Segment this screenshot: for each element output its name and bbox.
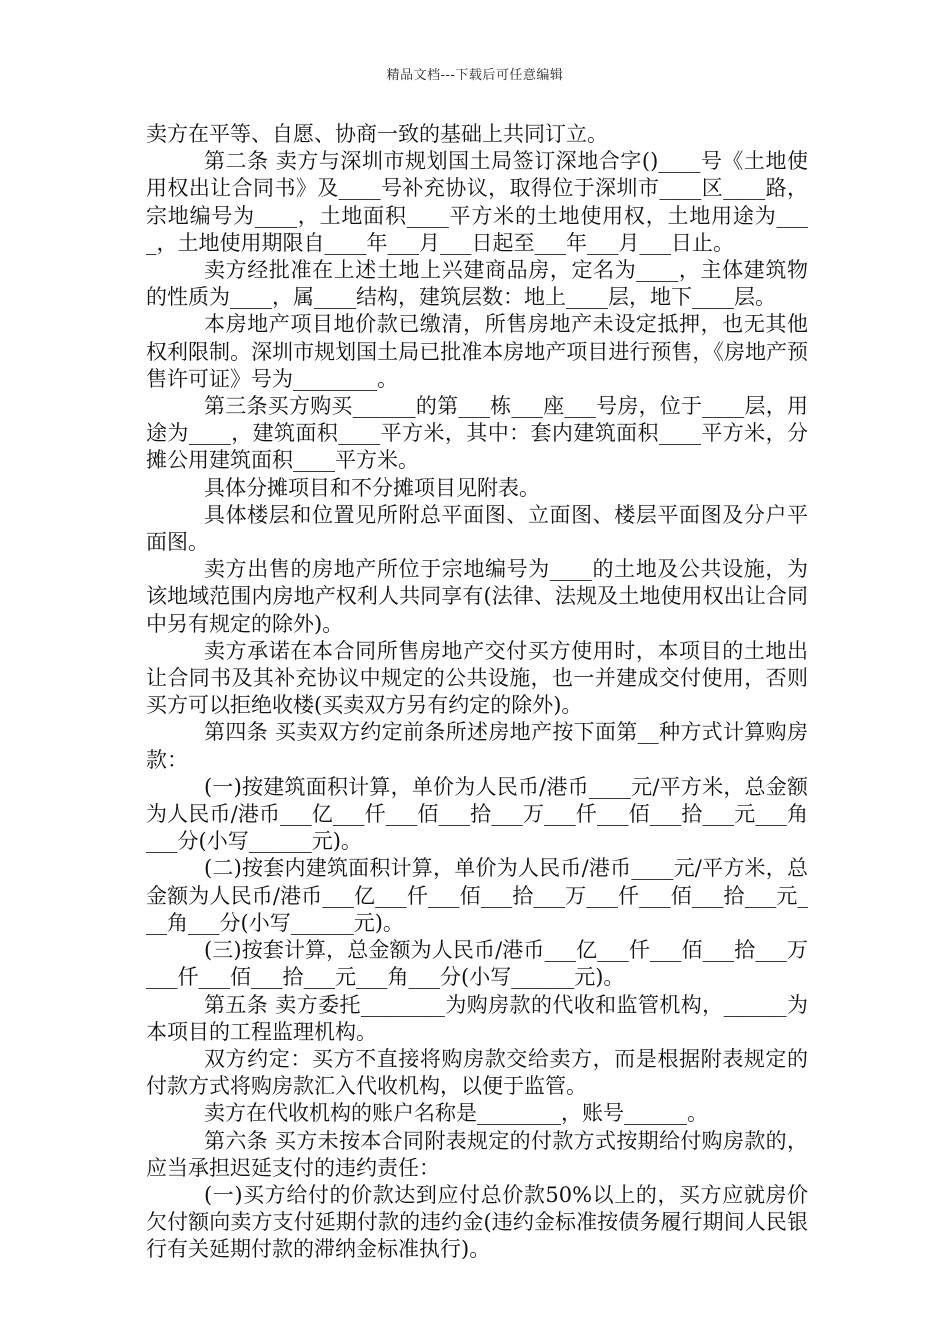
paragraph-article-5: 第五条 卖方委托________为购房款的代收和监管机构，______为本项目的工程监理机构。	[146, 992, 808, 1044]
paragraph-seller-commitment: 卖方承诺在本合同所售房地产交付买方使用时，本项目的土地出让合同书及其补充协议中规定的公共设施，也一并建成交付使用，否则买方可以拒绝收楼(买卖双方另有约定的除外)。	[146, 638, 808, 718]
page-header: 精品文档---下载后可任意编辑	[386, 68, 564, 83]
paragraph-article-2: 第二条 卖方与深圳市规划国土局签订深地合字()____号《土地使用权出让合同书》及____号补充协议，取得位于深圳市____区____路，宗地编号为____，土地面积____平方米的土地使用权，土地用途为____，土地使用期限自____年___月___日起至___年___月___日止。	[146, 149, 808, 255]
paragraph-floor-plans: 具体楼层和位置见所附总平面图、立面图、楼层平面图及分户平面图。	[146, 502, 808, 555]
paragraph-payment-agreement: 双方约定：买方不直接将购房款交给卖方，而是根据附表规定的付款方式将购房款汇入代收机构，以便于监管。	[146, 1046, 808, 1099]
paragraph-building-info: 卖方经批准在上述土地上兴建商品房，定名为____，主体建筑物的性质为____，属____结构，建筑层数：地上____层，地下____层。	[146, 258, 808, 310]
paragraph-land-price: 本房地产项目地价款已缴清，所售房地产未设定抵押，也无其他权利限制。深圳市规划国土局已批准本房地产项目进行预售，《房地产预售许可证》号为________。	[146, 312, 808, 391]
paragraph-article-4: 第四条 买卖双方约定前条所述房地产按下面第__种方式计算购房款：	[146, 720, 808, 772]
paragraph-breach-1: (一)买方给付的价款达到应付总价款50%以上的，买方应就房价欠付额向卖方支付延期付款的违约金(违约金标准按债务履行期间人民银行有关延期付款的滞纳金标准执行)。	[146, 1182, 808, 1262]
paragraph-apportion-items: 具体分摊项目和不分摊项目见附表。	[204, 475, 540, 500]
paragraph-account-info: 卖方在代收机构的账户名称是________，账号______。	[204, 1101, 708, 1126]
paragraph-method-1: (一)按建筑面积计算，单价为人民币/港币____元/平方米，总金额为人民币/港币___亿___仟___佰___拾___万___仟___佰___拾___元___角___分(小写______元)。	[146, 774, 808, 854]
paragraph-public-facilities: 卖方出售的房地产所位于宗地编号为____的土地及公共设施，为该地域范围内房地产权利人共同享有(法律、法规及土地使用权出让合同中另有规定的除外)。	[146, 557, 808, 636]
paragraph-article-6: 第六条 买方未按本合同附表规定的付款方式按期给付购房款的，应当承担迟延支付的违约责任：	[146, 1128, 808, 1180]
paragraph-intro-continuation: 卖方在平等、自愿、协商一致的基础上共同订立。	[146, 122, 608, 146]
paragraph-method-2: (二)按套内建筑面积计算，单价为人民币/港币____元/平方米，总金额为人民币/港币___亿___仟___佰___拾___万___仟___佰___拾___元___角___分(小写______元)。	[146, 856, 808, 935]
paragraph-article-3: 第三条买方购买______的第___栋___座___号房，位于____层，用途为____，建筑面积____平方米，其中：套内建筑面积____平方米，分摊公用建筑面积____平方米。	[146, 394, 808, 473]
document-body	[146, 121, 808, 1264]
paragraph-method-3: (三)按套计算，总金额为人民币/港币___亿___仟___佰___拾___万___仟___佰___拾___元___角___分(小写______元)。	[146, 938, 808, 990]
